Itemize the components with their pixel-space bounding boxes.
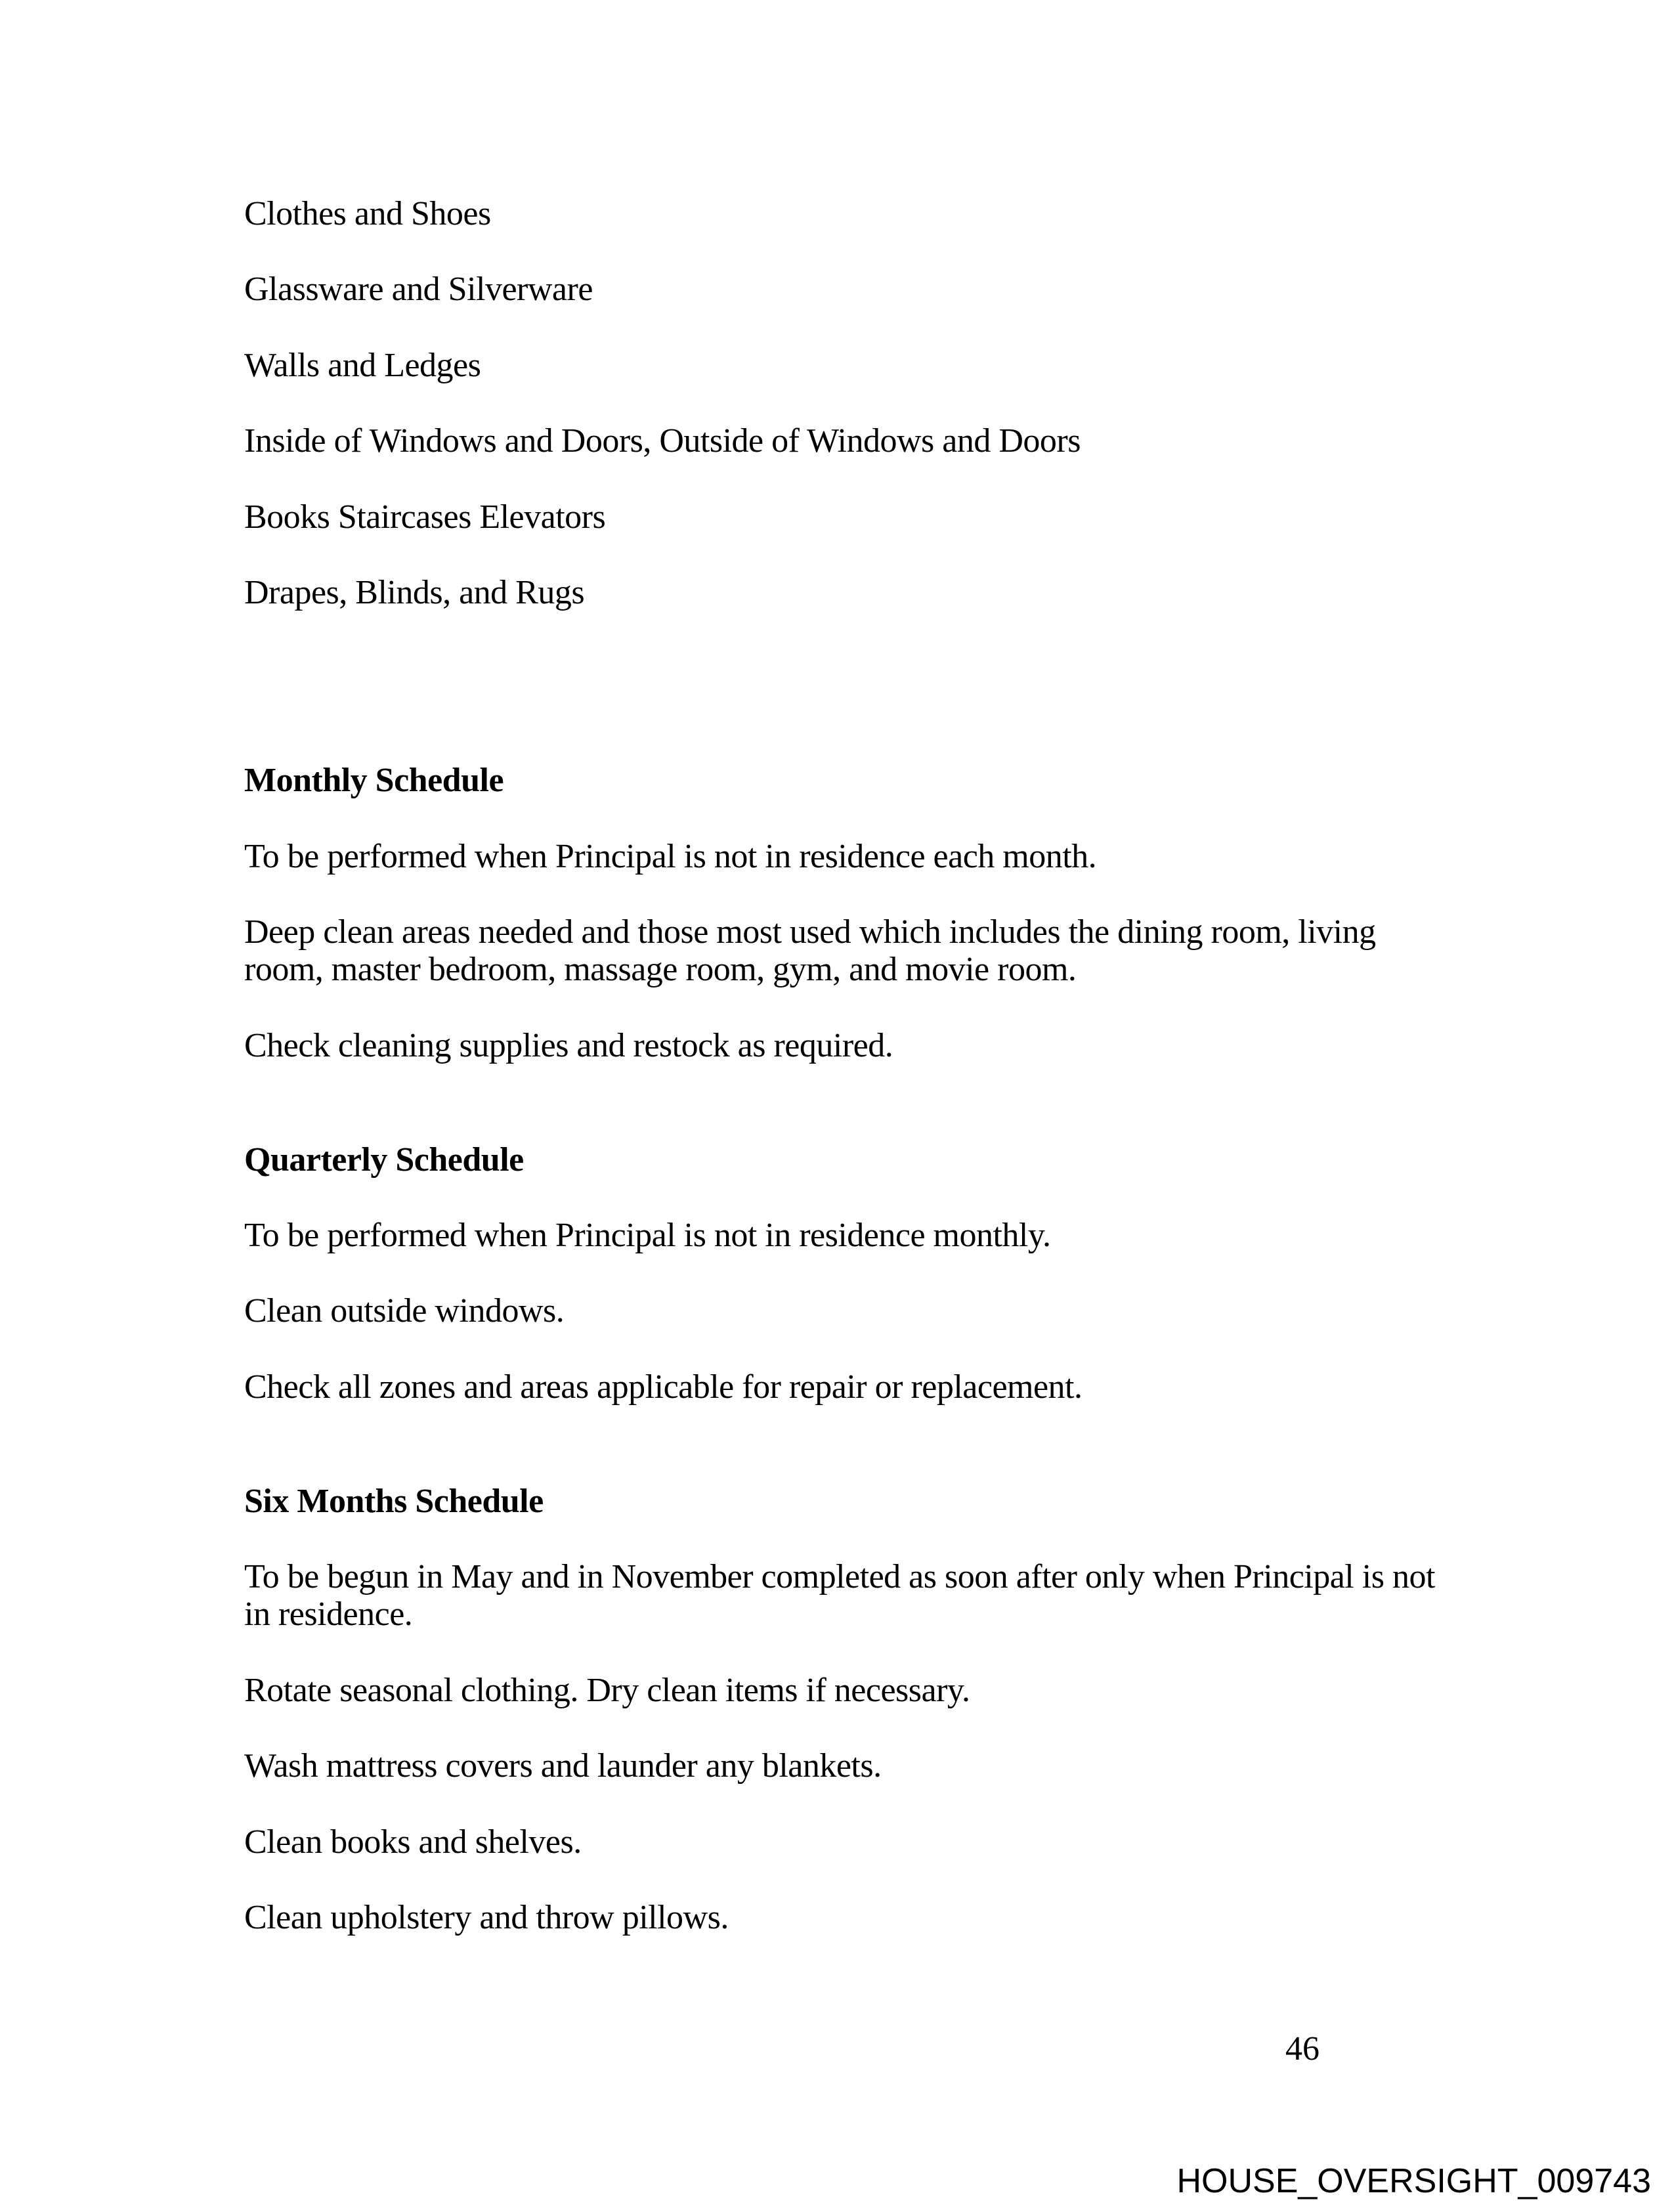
list-item: Glassware and Silverware [244,271,593,308]
paragraph-line: in residence. [244,1595,413,1633]
list-item: Clothes and Shoes [244,195,491,232]
list-item: Books Staircases Elevators [244,498,606,536]
section-heading-monthly: Monthly Schedule [244,762,504,799]
paragraph-line: Deep clean areas needed and those most used which includes the dining room, living [244,913,1376,951]
paragraph-line: Rotate seasonal clothing. Dry clean items if necessary. [244,1672,970,1709]
paragraph-line: room, master bedroom, massage room, gym, and movie room. [244,951,1077,988]
paragraph-line: Check cleaning supplies and restock as required. [244,1027,893,1064]
paragraph-line: To be performed when Principal is not in residence monthly. [244,1217,1051,1254]
section-heading-quarterly: Quarterly Schedule [244,1141,524,1179]
page-number: 46 [1285,2030,1320,2068]
list-item: Inside of Windows and Doors, Outside of Windows and Doors [244,422,1081,460]
paragraph-line: Clean outside windows. [244,1292,565,1330]
paragraph-line: Clean books and shelves. [244,1823,582,1861]
section-heading-six-months: Six Months Schedule [244,1483,544,1520]
paragraph-line: Wash mattress covers and launder any blankets. [244,1747,882,1785]
paragraph-line: Check all zones and areas applicable for repair or replacement. [244,1368,1083,1406]
list-item: Drapes, Blinds, and Rugs [244,574,585,611]
paragraph-line: To be performed when Principal is not in residence each month. [244,838,1097,875]
paragraph-line: To be begun in May and in November completed as soon after only when Principal is not [244,1558,1435,1595]
list-item: Walls and Ledges [244,347,481,384]
paragraph-line: Clean upholstery and throw pillows. [244,1899,729,1936]
bates-stamp: HOUSE_OVERSIGHT_009743 [1176,2162,1651,2200]
